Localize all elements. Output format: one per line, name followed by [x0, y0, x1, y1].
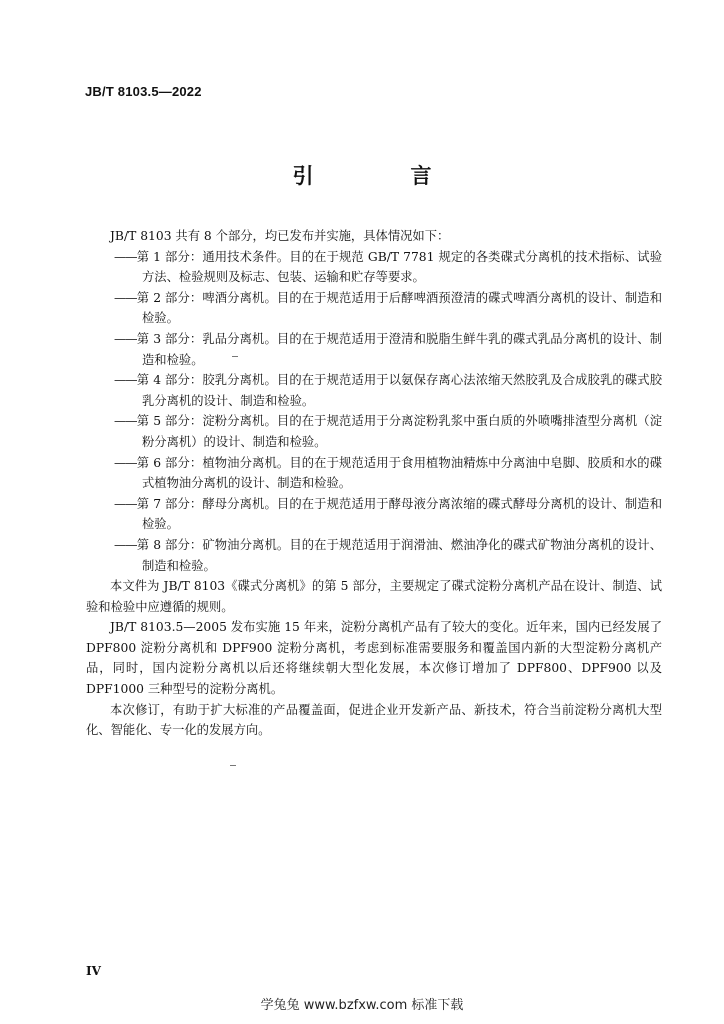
dash-marker	[114, 332, 137, 346]
list-item-text: 第 7 部分：酵母分离机。目的在于规范适用于酵母液分离浓缩的碟式酵母分离机的设计、制造和检验。	[136, 496, 662, 532]
list-item	[86, 453, 662, 494]
stray-mark	[230, 765, 236, 766]
list-item-text: 第 3 部分：乳品分离机。目的在于规范适用于澄清和脱脂生鲜牛乳的碟式乳品分离机的设计、制造和检验。	[136, 331, 662, 367]
dash-marker	[114, 414, 137, 428]
document-id: JB/T 8103.5—2022	[85, 84, 202, 99]
dash-marker	[114, 373, 137, 387]
list-item	[86, 329, 662, 370]
scope-paragraph: 本文件为 JB/T 8103《碟式分离机》的第 5 部分，主要规定了碟式淀粉分离机产品在设计、制造、试验和检验中应遵循的规则。	[86, 579, 662, 614]
list-item-text: 第 2 部分：啤酒分离机。目的在于规范适用于后酵啤酒预澄清的碟式啤酒分离机的设计、制造和检验。	[136, 290, 662, 326]
stray-mark	[232, 356, 238, 357]
list-item	[86, 288, 662, 329]
list-item-text: 第 6 部分：植物油分离机。目的在于规范适用于食用植物油精炼中分离油中皂脚、胶质和水的碟式植物油分离机的设计、制造和检验。	[136, 455, 662, 491]
list-item	[86, 247, 662, 288]
revision-purpose-paragraph: 本次修订，有助于扩大标准的产品覆盖面，促进企业开发新产品、新技术，符合当前淀粉分离机大型化、智能化、专一化的发展方向。	[86, 702, 662, 738]
dash-marker	[114, 538, 137, 552]
page-number: IV	[86, 964, 101, 978]
list-item-text: 第 1 部分：通用技术条件。目的在于规范 GB/T 7781 规定的各类碟式分离机的技术指标、试验方法、检验规则及标志、包装、运输和贮存等要求。	[136, 249, 662, 285]
list-item	[86, 535, 662, 576]
body-text	[86, 226, 662, 741]
intro-paragraph: JB/T 8103 共有 8 个部分，均已发布并实施，具体情况如下：	[110, 229, 450, 243]
list-item-text: 第 4 部分：胶乳分离机。目的在于规范适用于以氨保存离心法浓缩天然胶乳及合成胶乳的碟式胶乳分离机的设计、制造和检验。	[136, 373, 662, 408]
dash-marker	[114, 497, 137, 511]
list-item-text: 第 5 部分：淀粉分离机。目的在于规范适用于分离淀粉乳浆中蛋白质的外喷嘴排渣型分离机（淀粉分离机）的设计、制造和检验。	[136, 414, 662, 449]
list-item	[86, 494, 662, 535]
dash-marker	[114, 456, 137, 470]
revision-history-paragraph: JB/T 8103.5—2005 发布实施 15 年来，淀粉分离机产品有了较大的变化。近年来，国内已经发展了 DPF800 淀粉分离机和 DPF900 淀粉分离机，考虑到标准需要服务和覆盖国内新的大型淀粉分离机产品，同时，国内淀粉分离机以后还将继续朝大型化发展，本次修订增加了 DPF800、DPF900 以及 DPF1000 三种型号的淀粉分离机。	[86, 620, 662, 697]
watermark-text: 学兔兔 www.bzfxw.com 标准下载	[260, 998, 464, 1013]
list-item-text: 第 8 部分：矿物油分离机。目的在于规范适用于润滑油、燃油净化的碟式矿物油分离机的设计、制造和检验。	[136, 537, 662, 573]
dash-marker	[114, 250, 137, 264]
parts-list	[86, 247, 662, 577]
page-title: 引 言	[292, 164, 470, 188]
list-item	[86, 370, 662, 411]
list-item	[86, 411, 662, 452]
dash-marker	[114, 291, 137, 305]
